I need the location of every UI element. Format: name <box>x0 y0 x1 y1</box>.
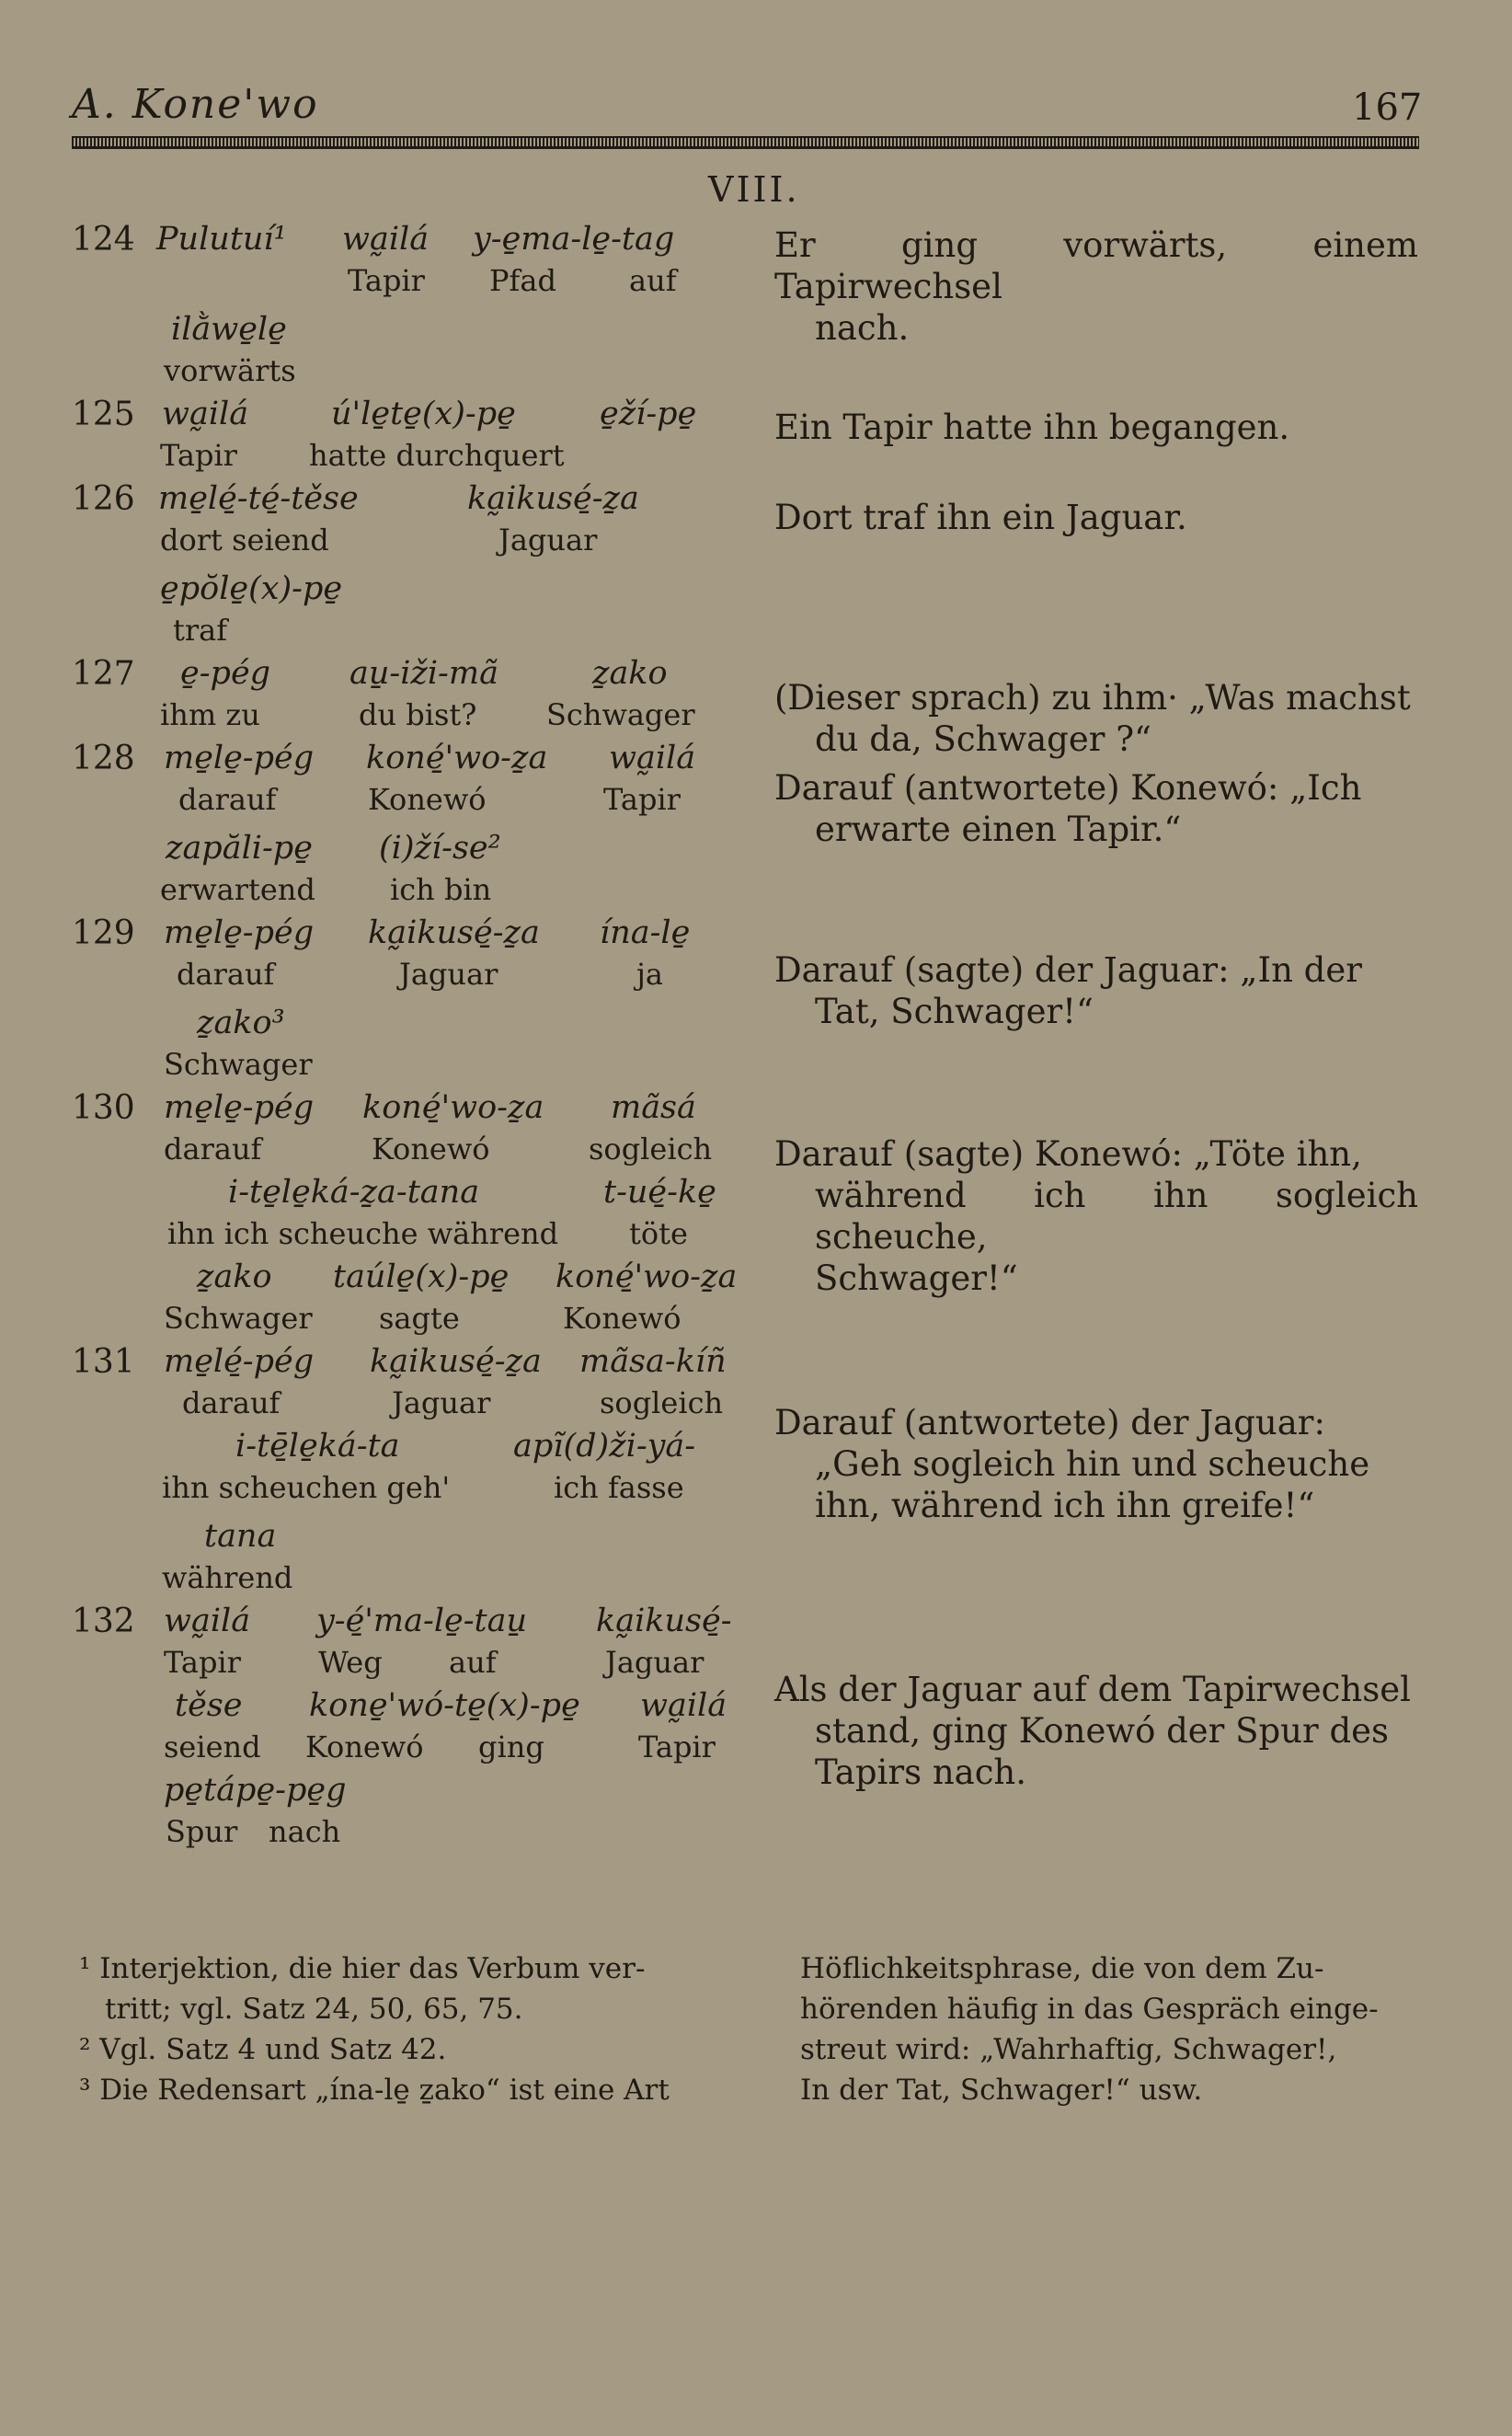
footnote-line: ² Vgl. Satz 4 und Satz 42. <box>79 2033 447 2066</box>
translation-line: du da, Schwager ?“ <box>815 719 1151 759</box>
footnote-line: ³ Die Redensart „ína-le̱ ẕako“ ist eine Art <box>79 2074 670 2107</box>
gloss-word: Jaguar <box>399 957 498 992</box>
source-word: pe̱tápe̱-pe̱g <box>164 1772 347 1809</box>
source-word: ka̰ikusé̱-ẕa <box>467 480 639 517</box>
translation-line: Darauf (antwortete) Konewó: „Ich <box>774 768 1362 808</box>
source-word: e̱pŏle̱(x)-pe̱ <box>160 570 343 607</box>
source-line <box>72 1603 752 1645</box>
gloss-word: darauf <box>177 957 275 992</box>
gloss-line <box>72 263 752 305</box>
footnote-line: In der Tat, Schwager!“ usw. <box>800 2074 1203 2107</box>
source-word: wa̰ilá <box>162 396 249 432</box>
source-word: ína-le̱ <box>600 914 691 951</box>
translation-130 <box>774 1133 1418 1299</box>
translation-line: nach. <box>815 308 910 348</box>
source-word: me̱lé̱-té̱-těse <box>158 480 359 517</box>
source-line <box>72 480 752 523</box>
source-line <box>72 1687 752 1729</box>
gloss-word: erwartend <box>160 872 315 907</box>
gloss-line <box>72 697 752 740</box>
gloss-word: ihn ich scheuche während <box>167 1216 559 1251</box>
section-heading: VIII. <box>708 169 800 210</box>
footnote-line: Höflichkeitsphrase, die von dem Zu- <box>800 1952 1324 1985</box>
source-word: me̱lé̱-pég <box>164 1343 315 1380</box>
gloss-word: vorwärts <box>164 353 296 388</box>
source-word: i-te̱le̱ká-ẕa-tana <box>228 1174 480 1211</box>
source-word: koné̱'wo-ẕa <box>362 1089 544 1126</box>
gloss-word: ihn scheuchen geh' <box>162 1470 451 1505</box>
source-line <box>72 1005 752 1047</box>
gloss-line <box>72 438 752 480</box>
gloss-line <box>72 1645 752 1687</box>
translation-line: Er ging vorwärts, einem Tapirwechsel <box>774 225 1418 306</box>
source-line <box>72 396 752 438</box>
footnotes-left <box>79 1948 741 2110</box>
gloss-line <box>72 1560 752 1603</box>
gloss-word: Tapir <box>638 1729 716 1764</box>
footnote-line: hörenden häufig in das Gespräch einge- <box>800 1993 1379 2026</box>
gloss-line <box>72 1301 752 1343</box>
source-word: wa̰ilá <box>342 221 430 258</box>
source-word: ẕako³ <box>197 1005 285 1041</box>
gloss-word: Pfad <box>489 263 556 298</box>
gloss-word: ich fasse <box>554 1470 684 1505</box>
running-head-title: A. Kone'wo <box>72 81 319 128</box>
source-word: mãsá <box>611 1089 696 1126</box>
source-line <box>72 311 752 353</box>
gloss-word: du bist? <box>359 697 477 732</box>
page-number: 167 <box>1352 86 1423 129</box>
translation-line: ihn, während ich ihn greife!“ <box>815 1486 1315 1525</box>
gloss-word: sogleich <box>589 1132 713 1166</box>
source-line <box>72 740 752 782</box>
footnotes-right <box>800 1948 1426 2110</box>
translation-131 <box>774 1402 1418 1526</box>
translation-line: Schwager!“ <box>815 1258 1018 1298</box>
gloss-word: Tapir <box>348 263 425 298</box>
source-line <box>72 1258 752 1301</box>
gloss-line <box>72 613 752 655</box>
translation-126 <box>774 497 1418 538</box>
source-line <box>72 1174 752 1216</box>
gloss-word: Spur <box>166 1814 238 1849</box>
gloss-word: darauf <box>178 782 277 817</box>
source-word: ẕako <box>592 655 668 692</box>
source-word: e̱-pég <box>180 655 271 692</box>
gloss-word: Schwager <box>164 1301 313 1336</box>
gloss-word: töte <box>629 1216 688 1251</box>
source-word: ilằwe̱le̱ <box>171 311 287 348</box>
source-line <box>72 1343 752 1385</box>
translation-line: Ein Tapir hatte ihn begangen. <box>774 408 1290 447</box>
gloss-word: ihm zu <box>160 697 260 732</box>
source-word: těse <box>175 1687 243 1724</box>
gloss-word: Konewó <box>372 1132 490 1166</box>
source-word: koné̱'wo-ẕa <box>556 1258 738 1295</box>
gloss-word: Tapir <box>160 438 237 473</box>
translation-line: Tapirs nach. <box>815 1752 1027 1792</box>
gloss-word: Schwager <box>164 1047 313 1082</box>
sentence-number: 131 <box>72 1343 135 1381</box>
source-line <box>72 221 752 263</box>
source-word: wa̰ilá <box>609 740 696 776</box>
source-word: me̱le̱-pég <box>164 1089 315 1126</box>
source-line <box>72 655 752 697</box>
sentence-number: 126 <box>72 480 135 518</box>
gloss-word: während <box>162 1560 293 1595</box>
sentence-number: 129 <box>72 914 135 952</box>
source-word: ẕako <box>197 1258 272 1295</box>
translation-127 <box>774 677 1418 760</box>
translation-line: stand, ging Konewó der Spur des <box>815 1711 1390 1751</box>
gloss-line <box>72 523 752 565</box>
gloss-word: Weg <box>318 1645 383 1680</box>
source-word: i-tē̱le̱ká-ta <box>235 1428 400 1465</box>
translation-129 <box>774 949 1418 1032</box>
gloss-word: ich bin <box>390 872 492 907</box>
gloss-word: darauf <box>182 1385 281 1420</box>
gloss-line <box>72 1216 752 1258</box>
header-rule <box>72 136 1419 149</box>
translation-125 <box>774 407 1418 448</box>
sentence-number: 125 <box>72 396 135 433</box>
gloss-word: auf <box>629 263 677 298</box>
translation-line: während ich ihn sogleich scheuche, <box>815 1176 1418 1257</box>
gloss-word: traf <box>173 613 228 648</box>
source-word: kone̱'wó-te̱(x)-pe̱ <box>309 1687 580 1724</box>
sentence-number: 127 <box>72 655 135 693</box>
source-word: ka̰ikusé̱-ẕa <box>370 1343 542 1380</box>
source-word: (i)ží-se² <box>379 830 501 867</box>
sentence-number: 132 <box>72 1603 135 1640</box>
source-word: tana <box>204 1518 277 1555</box>
gloss-word: Jaguar <box>605 1645 704 1680</box>
translation-line: Tat, Schwager!“ <box>815 992 1094 1031</box>
gloss-line <box>72 1047 752 1089</box>
gloss-line <box>72 957 752 999</box>
gloss-line <box>72 1729 752 1772</box>
gloss-word: Konewó <box>563 1301 682 1336</box>
source-word: wa̰ilá <box>164 1603 251 1639</box>
gloss-line <box>72 1814 752 1856</box>
gloss-line <box>72 1385 752 1428</box>
source-line <box>72 1089 752 1132</box>
source-word: au̱-iži-mã <box>349 655 498 692</box>
footnote-line: ¹ Interjektion, die hier das Verbum ver- <box>79 1952 646 1985</box>
gloss-word: darauf <box>164 1132 262 1166</box>
gloss-line <box>72 1470 752 1512</box>
footnote-line: streut wird: „Wahrhaftig, Schwager!, <box>800 2033 1337 2066</box>
gloss-word: ging <box>478 1729 544 1764</box>
gloss-word: seiend <box>164 1729 261 1764</box>
gloss-word: dort seiend <box>160 523 329 557</box>
source-word: t-ué̱-ke̱ <box>603 1174 716 1211</box>
source-word: e̱ží-pe̱ <box>600 396 697 432</box>
source-line <box>72 570 752 613</box>
translation-line: erwarte einen Tapir.“ <box>815 810 1182 849</box>
source-line <box>72 1518 752 1560</box>
footnote-line: tritt; vgl. Satz 24, 50, 65, 75. <box>105 1993 523 2026</box>
gloss-word: Konewó <box>368 782 487 817</box>
sentence-number: 130 <box>72 1089 135 1127</box>
gloss-word: Schwager <box>546 697 695 732</box>
source-line <box>72 830 752 872</box>
source-word: Pulutuí¹ <box>156 221 287 258</box>
translation-132 <box>774 1669 1418 1793</box>
gloss-word: Tapir <box>164 1645 241 1680</box>
gloss-word: Konewó <box>305 1729 424 1764</box>
gloss-word: nach <box>269 1814 341 1849</box>
gloss-word: sagte <box>379 1301 460 1336</box>
translation-line: Als der Jaguar auf dem Tapirwechsel <box>774 1670 1411 1709</box>
translation-line: Darauf (sagte) der Jaguar: „In der <box>774 950 1362 990</box>
gloss-word: hatte durchquert <box>309 438 565 473</box>
sentence-number: 128 <box>72 740 135 777</box>
source-word: y-e̱ma-le̱-tag <box>473 221 675 258</box>
source-word: me̱le̱-pég <box>164 914 315 951</box>
gloss-line <box>72 872 752 914</box>
source-line <box>72 1772 752 1814</box>
gloss-word: Jaguar <box>392 1385 491 1420</box>
gloss-line <box>72 1132 752 1174</box>
translation-line: Dort traf ihn ein Jaguar. <box>774 498 1187 537</box>
source-word: ú'le̱te̱(x)-pe̱ <box>331 396 516 432</box>
translation-line: „Geh sogleich hin und scheuche <box>815 1444 1370 1484</box>
source-word: taúle̱(x)-pe̱ <box>333 1258 510 1295</box>
translation-line: Darauf (antwortete) der Jaguar: <box>774 1403 1325 1442</box>
translation-124 <box>774 224 1418 349</box>
source-line <box>72 1428 752 1470</box>
gloss-word: auf <box>449 1645 497 1680</box>
source-word: mãsa-kíñ <box>579 1343 727 1380</box>
gloss-word: Tapir <box>603 782 681 817</box>
source-word: ka̰ikusé̱- <box>596 1603 732 1639</box>
translation-128 <box>774 767 1418 850</box>
gloss-word: ja <box>636 957 663 992</box>
interlinear-column <box>72 221 752 1856</box>
source-word: koné̱'wo-ẕa <box>366 740 548 776</box>
source-word: y-é̱'ma-le̱-tau̱ <box>316 1603 528 1639</box>
translation-line: (Dieser sprach) zu ihm· „Was machst <box>774 678 1411 718</box>
gloss-word: sogleich <box>600 1385 724 1420</box>
gloss-line <box>72 782 752 824</box>
gloss-word: Jaguar <box>498 523 598 557</box>
translation-line: Darauf (sagte) Konewó: „Töte ihn, <box>774 1134 1362 1174</box>
sentence-number: 124 <box>72 221 135 259</box>
source-line <box>72 914 752 957</box>
source-word: zapăli-pe̱ <box>166 830 313 867</box>
source-word: ka̰ikusé̱-ẕa <box>368 914 540 951</box>
source-word: me̱le̱-pég <box>164 740 315 776</box>
source-word: apĩ(d)ži-yá- <box>513 1428 696 1465</box>
source-word: wa̰ilá <box>640 1687 727 1724</box>
gloss-line <box>72 353 752 396</box>
